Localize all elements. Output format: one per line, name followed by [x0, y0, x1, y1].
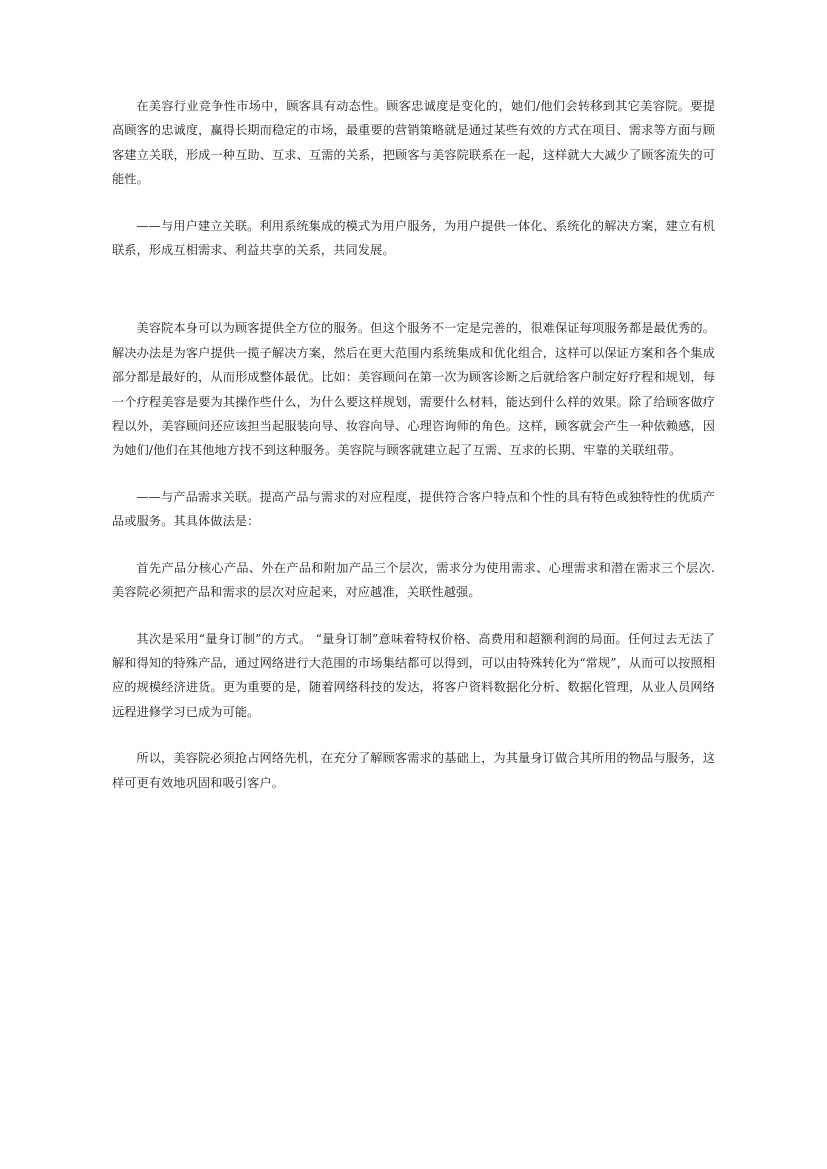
paragraph-customer-loyalty: 在美容行业竞争性市场中，顾客具有动态性。顾客忠诚度是变化的，她们/他们会转移到其它美容院。要提高顾客的忠诚度，赢得长期而稳定的市场，最重要的营销策略就是通过某些有效的方式在项目、需求等方面与顾客建立关联，形成一种互助、互求、互需的关系，把顾客与美容院联系在一起，这样就大大减少了顾客流失的可能性。	[112, 99, 715, 187]
paragraph-product-demand: ——与产品需求关联。提高产品与需求的对应程度，提供符合客户特点和个性的具有特色或独特性的优质产品或服务。其具体做法是：	[112, 489, 715, 529]
section-spacer	[112, 262, 715, 316]
paragraph-spacer	[112, 605, 715, 627]
paragraph-spacer	[112, 463, 715, 485]
paragraph-spacer	[112, 192, 715, 214]
paragraph-user-relation: ——与用户建立关联。利用系统集成的模式为用户服务，为用户提供一体化、系统化的解决方案，建立有机联系，形成互相需求、利益共享的关系，共同发展。	[112, 218, 715, 258]
paragraph-full-service: 美容院本身可以为顾客提供全方位的服务。但这个服务不一定是完善的，很难保证每项服务都是最优秀的。解决办法是为客户提供一揽子解决方案，然后在更大范围内系统集成和优化组合，这样可以保证方案和各个集成部分都是最好的，从而形成整体最优。比如：美容顾问在第一次为顾客诊断之后就给客户制定好疗程和规划，每一个疗程美容是要为其操作些什么，为什么要这样规划，需要什么材料，能达到什么样的效果。除了给顾客做疗程以外，美容顾问还应该担当起服装向导、妆容向导、心理咨询师的角色。这样，顾客就会产生一种依赖感，因为她们/他们在其他地方找不到这种服务。美容院与顾客就建立起了互需、互求的长期、牢靠的关联纽带。	[112, 321, 715, 458]
paragraph-spacer	[112, 534, 715, 556]
paragraph-conclusion: 所以，美容院必须抢占网络先机，在充分了解顾客需求的基础上，为其量身订做合其所用的物品与服务，这样可更有效地巩固和吸引客户。	[112, 751, 715, 790]
paragraph-product-levels: 首先产品分核心产品、外在产品和附加产品三个层次，需求分为使用需求、心理需求和潜在需求三个层次.美容院必须把产品和需求的层次对应起来，对应越准，关联性越强。	[112, 560, 715, 600]
paragraph-custom-made: 其次是采用“量身订制”的方式。 “量身订制”意味着特权价格、高费用和超额利润的局面。任何过去无法了解和得知的特殊产品，通过网络进行大范围的市场集结都可以得到，可以由特殊转化为“常规”，从而可以按照相应的规模经济进货。更为重要的是，随着网络科技的发达，将客户资料数据化分析、数据化管理，从业人员网络远程进修学习已成为可能。	[112, 631, 715, 719]
paragraph-spacer	[112, 724, 715, 746]
document-body	[112, 94, 715, 795]
